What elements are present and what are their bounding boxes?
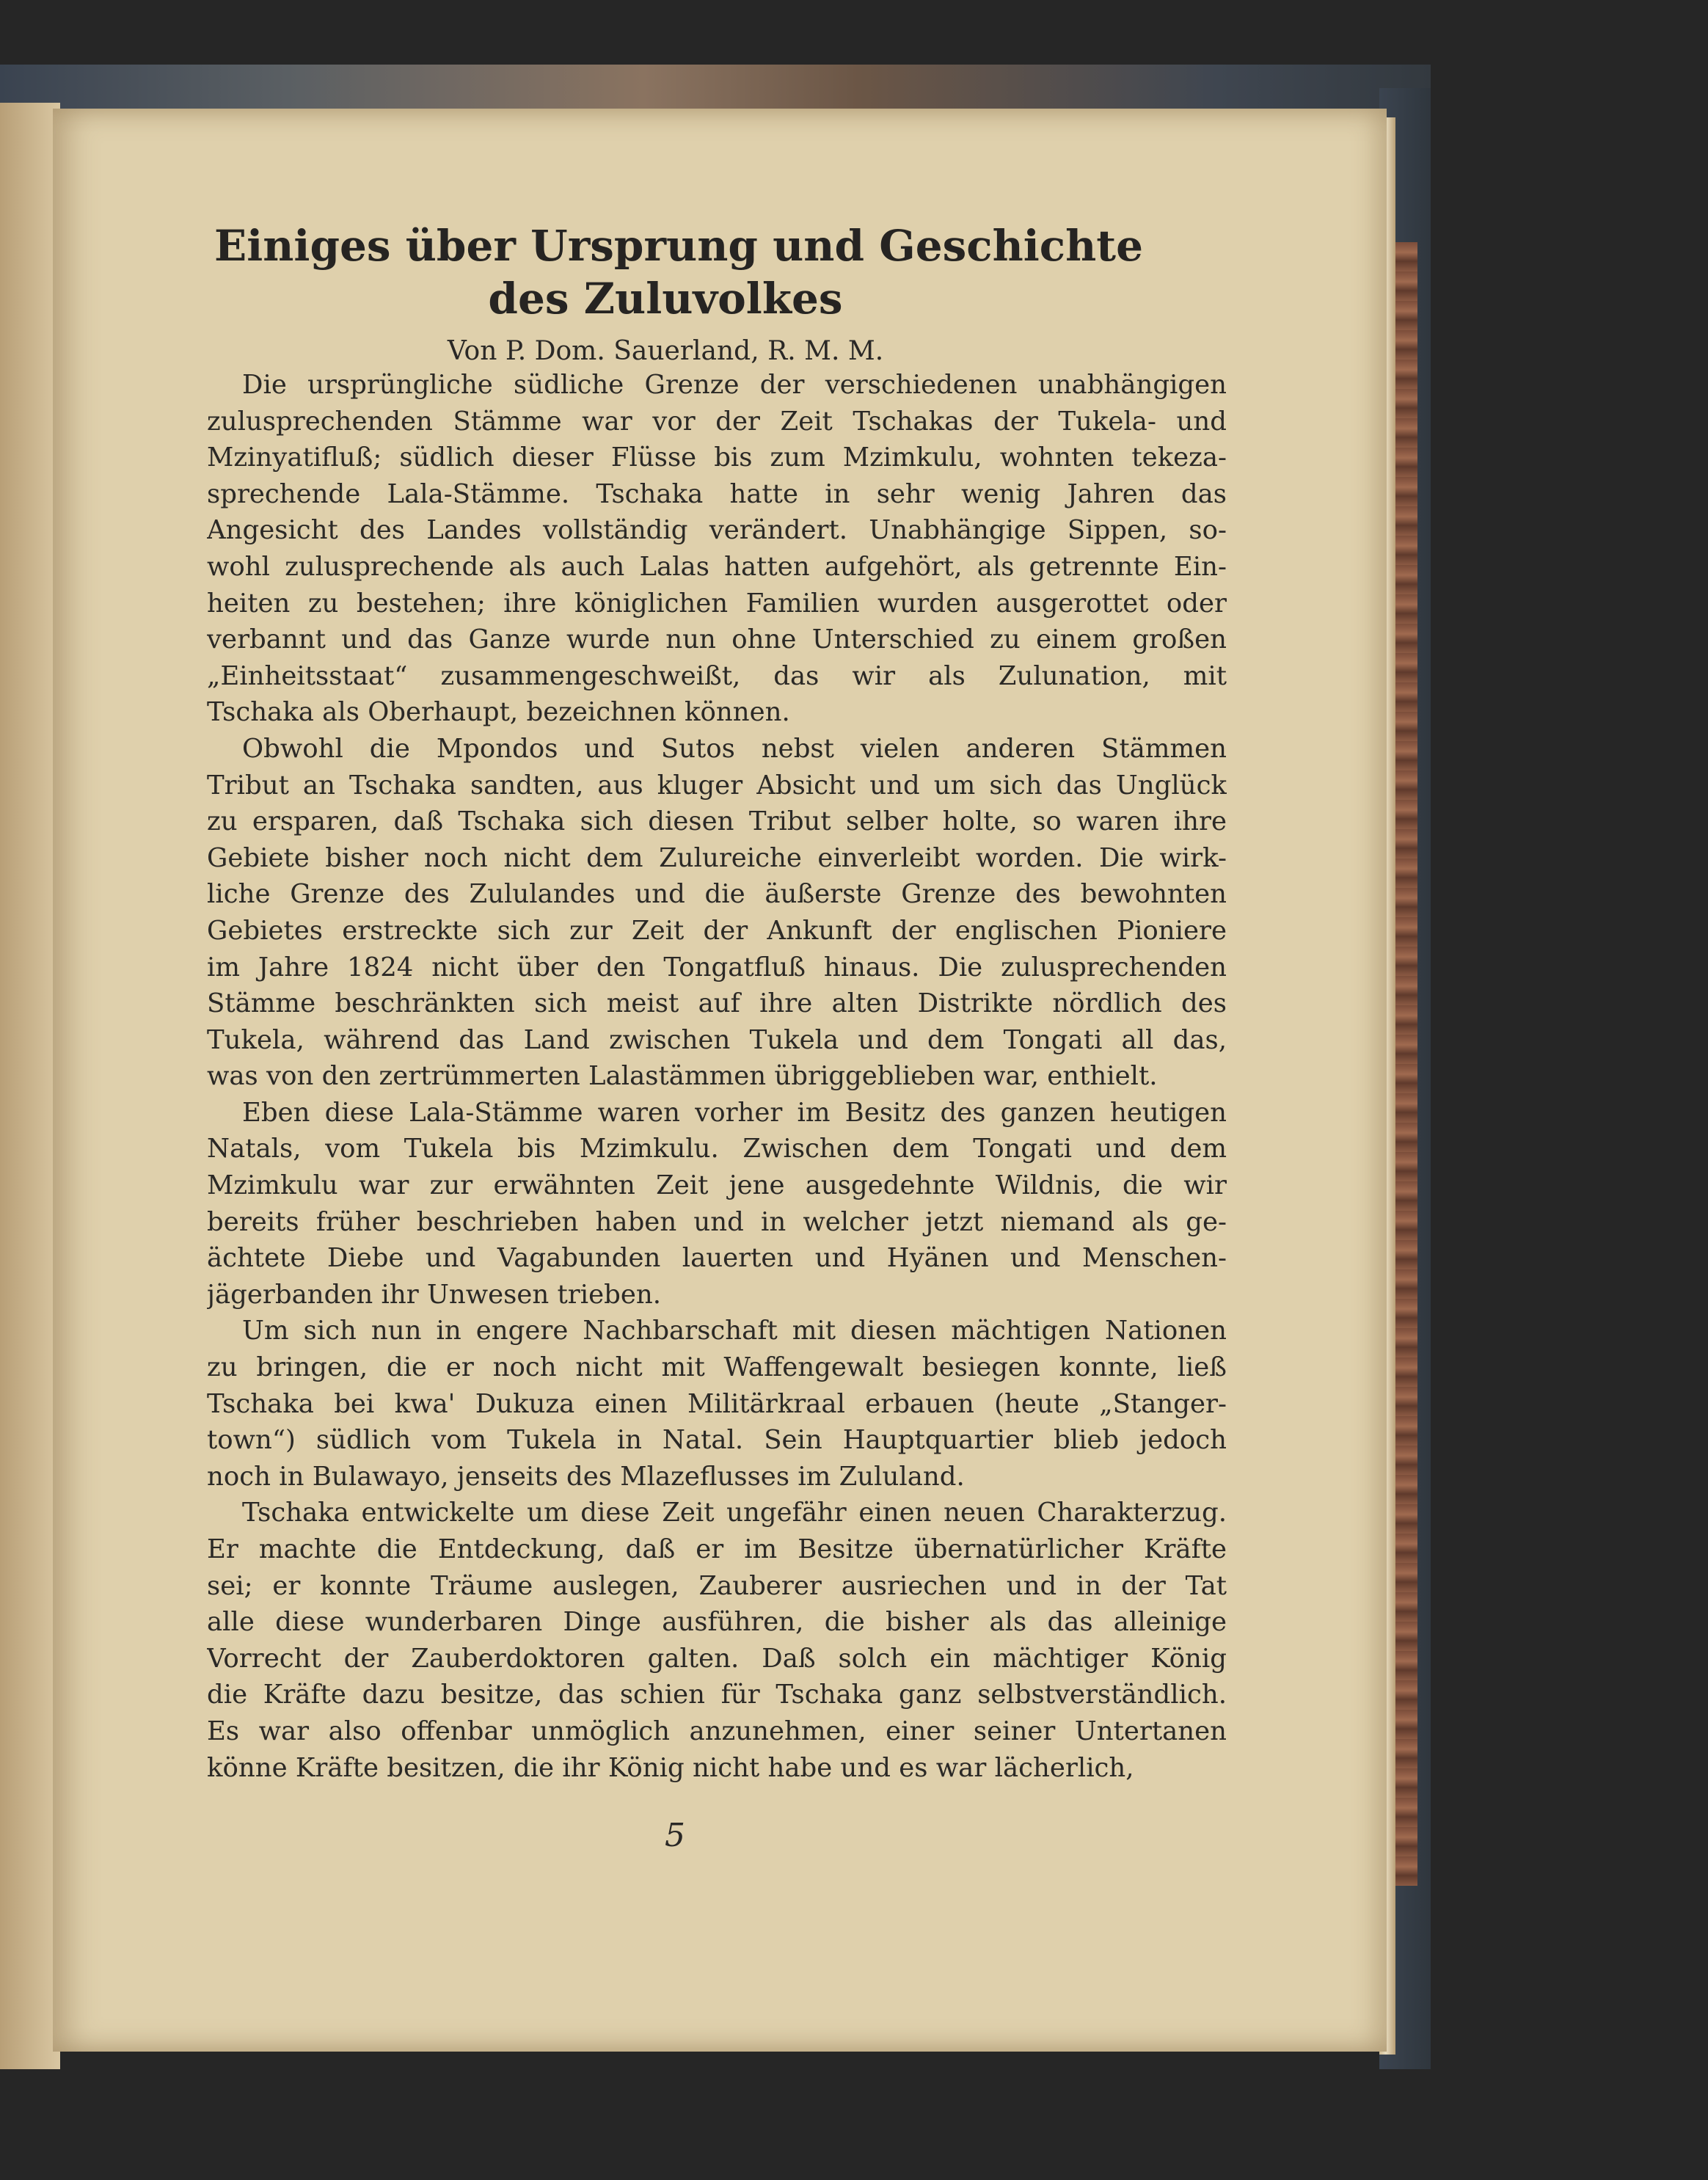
article-title-line-1: Einiges über Ursprung und Geschichte	[214, 221, 1143, 271]
body-text	[207, 367, 1227, 1786]
text-line: Es war also offenbar unmöglich anzunehmen, einer seiner Untertanen	[207, 1716, 1227, 1746]
text-line: „Einheitsstaat“ zusammengeschweißt, das wir als Zulunation, mit	[207, 660, 1227, 691]
text-line: jägerbanden ihr Unwesen trieben.	[207, 1279, 662, 1310]
author-byline: Von P. Dom. Sauerland, R. M. M.	[447, 336, 884, 366]
text-line: Um sich nun in engere Nachbarschaft mit diesen mächtigen Nationen	[242, 1316, 1227, 1346]
text-line: zu bringen, die er noch nicht mit Waffengewalt besiegen konnte, ließ	[207, 1352, 1227, 1383]
text-line: verbannt und das Ganze wurde nun ohne Unterschied zu einem großen	[207, 624, 1227, 655]
page-number: 5	[665, 1817, 685, 1854]
text-line: Tribut an Tschaka sandten, aus kluger Absicht und um sich das Unglück	[207, 770, 1227, 801]
paragraph	[207, 1313, 1227, 1495]
text-line: Tschaka entwickelte um diese Zeit ungefähr einen neuen Charakterzug.	[242, 1498, 1227, 1528]
text-line: zu ersparen, daß Tschaka sich diesen Tribut selber holte, so waren ihre	[207, 806, 1227, 837]
text-line: ächtete Diebe und Vagabunden lauerten und Hyänen und Menschen-	[207, 1243, 1227, 1274]
text-line: Obwohl die Mpondos und Sutos nebst vielen anderen Stämmen	[242, 733, 1227, 764]
text-line: was von den zertrümmerten Lalastämmen übriggeblieben war, enthielt.	[207, 1061, 1158, 1092]
text-line: sprechende Lala-Stämme. Tschaka hatte in sehr wenig Jahren das	[207, 478, 1227, 509]
text-line: Gebiete bisher noch nicht dem Zulureiche einverleibt worden. Die wirk-	[207, 842, 1227, 873]
text-line: die Kräfte dazu besitze, das schien für Tschaka ganz selbstverständlich.	[207, 1680, 1227, 1710]
text-line: liche Grenze des Zululandes und die äußerste Grenze des bewohnten	[207, 879, 1227, 910]
text-line: sei; er konnte Träume auslegen, Zauberer ausriechen und in der Tat	[207, 1570, 1227, 1601]
text-line: im Jahre 1824 nicht über den Tongatfluß hinaus. Die zulusprechenden	[207, 952, 1227, 983]
text-line: heiten zu bestehen; ihre königlichen Familien wurden ausgerottet oder	[207, 588, 1227, 619]
text-line: noch in Bulawayo, jenseits des Mlazeflusses im Zululand.	[207, 1461, 965, 1492]
text-line: Stämme beschränkten sich meist auf ihre alten Distrikte nördlich des	[207, 988, 1227, 1019]
text-line: town“) südlich vom Tukela in Natal. Sein Hauptquartier blieb jedoch	[207, 1425, 1227, 1456]
paragraph	[207, 731, 1227, 1095]
text-line: Gebietes erstreckte sich zur Zeit der Ankunft der englischen Pioniere	[207, 915, 1227, 946]
text-line: Mzimkulu war zur erwähnten Zeit jene ausgedehnte Wildnis, die wir	[207, 1170, 1227, 1201]
text-line: bereits früher beschrieben haben und in welcher jetzt niemand als ge-	[207, 1206, 1227, 1237]
marbled-edge	[1394, 242, 1417, 1886]
text-line: Er machte die Entdeckung, daß er im Besitze übernatürlicher Kräfte	[207, 1534, 1227, 1564]
text-line: alle diese wunderbaren Dinge ausführen, die bisher als das alleinige	[207, 1607, 1227, 1638]
text-line: Tukela, während das Land zwischen Tukela und dem Tongati all das,	[207, 1024, 1227, 1055]
text-line: Tschaka als Oberhaupt, bezeichnen können.	[207, 697, 790, 728]
text-line: Angesicht des Landes vollständig verändert. Unabhängige Sippen, so-	[207, 515, 1227, 546]
paragraph	[207, 1095, 1227, 1313]
paragraph	[207, 367, 1227, 731]
paragraph	[207, 1495, 1227, 1786]
article-title-line-2: des Zuluvolkes	[488, 274, 843, 324]
text-line: Vorrecht der Zauberdoktoren galten. Daß solch ein mächtiger König	[207, 1643, 1227, 1674]
text-line: Mzinyatifluß; südlich dieser Flüsse bis zum Mzimkulu, wohnten tekeza-	[207, 442, 1227, 473]
text-line: wohl zulusprechende als auch Lalas hatten aufgehört, als getrennte Ein-	[207, 551, 1227, 582]
text-line: Tschaka bei kwa' Dukuza einen Militärkraal erbauen (heute „Stanger-	[207, 1388, 1227, 1419]
text-line: Natals, vom Tukela bis Mzimkulu. Zwischen dem Tongati und dem	[207, 1134, 1227, 1164]
left-page-edge	[0, 103, 60, 2069]
text-line: Eben diese Lala-Stämme waren vorher im Besitz des ganzen heutigen	[242, 1097, 1227, 1128]
text-line: Die ursprüngliche südliche Grenze der verschiedenen unabhängigen	[242, 370, 1227, 400]
text-line: zulusprechenden Stämme war vor der Zeit Tschakas der Tukela- und	[207, 406, 1227, 437]
text-line: könne Kräfte besitzen, die ihr König nicht habe und es war lächerlich,	[207, 1752, 1134, 1783]
